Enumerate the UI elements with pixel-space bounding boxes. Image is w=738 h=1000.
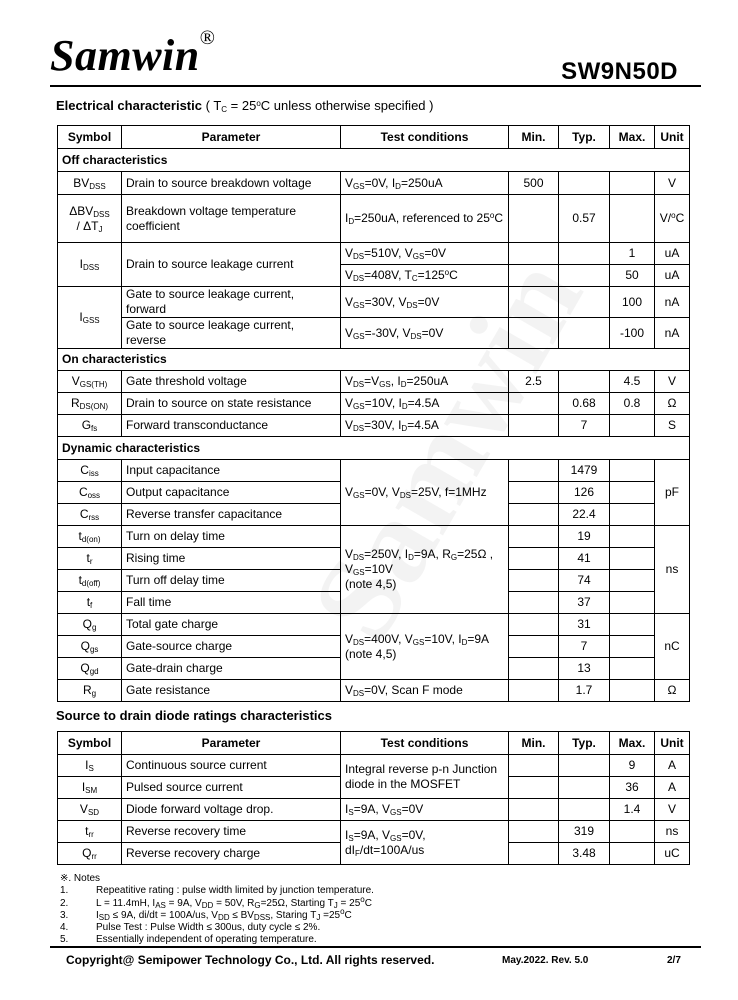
header-min: Min. — [509, 732, 559, 755]
max-is: 9 — [610, 755, 655, 777]
max-igss-reverse: -100 — [610, 318, 655, 349]
copyright: Copyright@ Semipower Technology Co., Ltd. All rights reserved. — [66, 953, 435, 967]
typ-rg: 1.7 — [559, 680, 610, 702]
param-igss-forward: Gate to source leakage current, forward — [122, 287, 341, 318]
header-max: Max. — [610, 732, 655, 755]
symbol-igss: $I_{GSS}$ — [58, 287, 122, 349]
symbol-coss: $C_{oss}$ — [58, 482, 122, 504]
symbol-qg: $Q_g$ — [58, 614, 122, 636]
test-capacitance: $V_{GS}=0V$, $V_{DS}=25V$, f=1MHz — [341, 460, 509, 526]
unit-capacitance: pF — [655, 460, 690, 526]
param-igss-reverse: Gate to source leakage current, reverse — [122, 318, 341, 349]
unit-charge: nC — [655, 614, 690, 680]
test-switching: $V_{DS}=250V$, $I_D=9A$, $R_G=25\Omega$ , $V_{GS}=10V$ (note 4,5) — [341, 526, 509, 614]
unit-rg: Ω — [655, 680, 690, 702]
header-symbol: Symbol — [58, 126, 122, 149]
param-qg: Total gate charge — [122, 614, 341, 636]
symbol-rg: $R_g$ — [58, 680, 122, 702]
param-vgsth: Gate threshold voltage — [122, 371, 341, 393]
symbol-tdoff: $t_{d(off)}$ — [58, 570, 122, 592]
typ-trr: 319 — [559, 821, 610, 843]
table-row — [58, 526, 690, 548]
page-number: 2/7 — [667, 955, 681, 966]
max-rdson: 0.8 — [610, 393, 655, 415]
note-5: 5. Essentially independent of operating temperature. — [60, 934, 317, 946]
symbol-gfs: $G_{fs}$ — [58, 415, 122, 437]
table-row — [58, 821, 690, 843]
symbol-tdon: $t_{d(on)}$ — [58, 526, 122, 548]
min-vgsth: 2.5 — [509, 371, 559, 393]
symbol-trr: $t_{rr}$ — [58, 821, 122, 843]
min-bvdss: 500 — [509, 172, 559, 195]
table-row — [58, 195, 690, 243]
symbol-qrr: $Q_{rr}$ — [58, 843, 122, 865]
unit-gfs: S — [655, 415, 690, 437]
param-trr: Reverse recovery time — [122, 821, 341, 843]
param-bvdss: Drain to source breakdown voltage — [122, 172, 341, 195]
header-test-conditions: Test conditions — [341, 126, 509, 149]
section-row-on — [58, 349, 690, 371]
typ-crss: 22.4 — [559, 504, 610, 526]
table-row — [58, 287, 690, 318]
test-idss-2: $V_{DS}=408V$, $T_C=125^oC$ — [341, 265, 509, 287]
symbol-tr: $t_r$ — [58, 548, 122, 570]
typ-tf: 37 — [559, 592, 610, 614]
test-junction: Integral reverse p-n Junction diode in the MOSFET — [341, 755, 509, 799]
test-dbvdss: $I_D=250uA$, referenced to 25$^o$C — [341, 195, 509, 243]
typ-dbvdss: 0.57 — [559, 195, 610, 243]
unit-is: A — [655, 755, 690, 777]
table-row — [58, 460, 690, 482]
symbol-is: $I_S$ — [58, 755, 122, 777]
section-row-off — [58, 149, 690, 172]
max-vgsth: 4.5 — [610, 371, 655, 393]
max-idss-1: 1 — [610, 243, 655, 265]
section-row-dynamic — [58, 437, 690, 460]
section-off-label: Off characteristics — [58, 149, 690, 172]
typ-rdson: 0.68 — [559, 393, 610, 415]
unit-idss-1: uA — [655, 243, 690, 265]
table-row — [58, 614, 690, 636]
note-4: 4. Pulse Test : Pulse Width ≤ 300us, duty cycle ≤ 2%. — [60, 922, 321, 934]
param-vsd: Diode forward voltage drop. — [122, 799, 341, 821]
param-ism: Pulsed source current — [122, 777, 341, 799]
unit-igss-forward: nA — [655, 287, 690, 318]
param-gfs: Forward transconductance — [122, 415, 341, 437]
typ-coss: 126 — [559, 482, 610, 504]
test-vgsth: $V_{DS}=V_{GS}$, $I_D=250uA$ — [341, 371, 509, 393]
table-row — [58, 172, 690, 195]
param-qrr: Reverse recovery charge — [122, 843, 341, 865]
symbol-vsd: $V_{SD}$ — [58, 799, 122, 821]
unit-rdson: Ω — [655, 393, 690, 415]
note-3: 3. $I_{SD} \le 9A$, di/dt = 100A/us, $V_{DD} \le BV_{DSS}$, Staring $T_J =25^oC$ — [60, 906, 352, 922]
symbol-vgsth: $V_{GS(TH)}$ — [58, 371, 122, 393]
header-max: Max. — [610, 126, 655, 149]
test-idss-1: $V_{DS}=510V$, $V_{GS}=0V$ — [341, 243, 509, 265]
header-rule — [50, 85, 701, 87]
table-row — [58, 393, 690, 415]
max-vsd: 1.4 — [610, 799, 655, 821]
note-2: 2. L = 11.4mH, $I_{AS} = 9A$, $V_{DD} = 50V$, $R_G=25\Omega$, Starting $T_J = 25^oC$ — [60, 894, 372, 910]
footer-rule — [50, 946, 701, 948]
typ-ciss: 1479 — [559, 460, 610, 482]
electrical-characteristics-table — [57, 125, 690, 702]
test-vsd: $I_S=9A$, $V_{GS}=0V$ — [341, 799, 509, 821]
unit-ism: A — [655, 777, 690, 799]
param-tr: Rising time — [122, 548, 341, 570]
param-tf: Fall time — [122, 592, 341, 614]
param-ciss: Input capacitance — [122, 460, 341, 482]
table-row — [58, 371, 690, 393]
table-row — [58, 243, 690, 265]
revision: May.2022. Rev. 5.0 — [502, 955, 589, 966]
param-crss: Reverse transfer capacitance — [122, 504, 341, 526]
param-coss: Output capacitance — [122, 482, 341, 504]
param-rdson: Drain to source on state resistance — [122, 393, 341, 415]
table-header-row — [58, 126, 690, 149]
param-qgs: Gate-source charge — [122, 636, 341, 658]
diode-ratings-title: Source to drain diode ratings characteristics — [56, 708, 332, 723]
brand-logo: Samwin® — [50, 27, 216, 80]
param-dbvdss: Breakdown voltage temperature coefficient — [122, 195, 341, 243]
unit-bvdss: V — [655, 172, 690, 195]
notes-title: ※. Notes — [60, 873, 101, 884]
unit-igss-reverse: nA — [655, 318, 690, 349]
symbol-bvdss: $BV_{DSS}$ — [58, 172, 122, 195]
test-igss-forward: $V_{GS}=30V$, $V_{DS}=0V$ — [341, 287, 509, 318]
table-header-row — [58, 732, 690, 755]
notes — [60, 873, 374, 947]
symbol-rdson: $R_{DS(ON)}$ — [58, 393, 122, 415]
header-unit: Unit — [655, 732, 690, 755]
typ-gfs: 7 — [559, 415, 610, 437]
symbol-ism: $I_{SM}$ — [58, 777, 122, 799]
test-recovery: $I_S=9A$, $V_{GS}=0V$, $dI_F/dt=100A/us$ — [341, 821, 509, 865]
table-row — [58, 680, 690, 702]
typ-qgd: 13 — [559, 658, 610, 680]
symbol-dbvdss: $\Delta BV_{DSS}$ / $\Delta T_J$ — [58, 195, 122, 243]
symbol-crss: $C_{rss}$ — [58, 504, 122, 526]
typ-qg: 31 — [559, 614, 610, 636]
section-dynamic-label: Dynamic characteristics — [58, 437, 690, 460]
test-charge: $V_{DS}=400V$, $V_{GS}=10V$, $I_D=9A$ (note 4,5) — [341, 614, 509, 680]
test-igss-reverse: $V_{GS}=-30V$, $V_{DS}=0V$ — [341, 318, 509, 349]
typ-qrr: 3.48 — [559, 843, 610, 865]
table-row — [58, 799, 690, 821]
symbol-idss: $I_{DSS}$ — [58, 243, 122, 287]
unit-vgsth: V — [655, 371, 690, 393]
header-parameter: Parameter — [122, 126, 341, 149]
header-min: Min. — [509, 126, 559, 149]
param-qgd: Gate-drain charge — [122, 658, 341, 680]
param-rg: Gate resistance — [122, 680, 341, 702]
test-rg: $V_{DS}=0V$, Scan F mode — [341, 680, 509, 702]
param-tdon: Turn on delay time — [122, 526, 341, 548]
section-on-label: On characteristics — [58, 349, 690, 371]
header-typ: Typ. — [559, 126, 610, 149]
typ-qgs: 7 — [559, 636, 610, 658]
typ-tdoff: 74 — [559, 570, 610, 592]
unit-dbvdss: V/$^o$C — [655, 195, 690, 243]
table-row — [58, 318, 690, 349]
typ-tdon: 19 — [559, 526, 610, 548]
header-symbol: Symbol — [58, 732, 122, 755]
note-1: 1. Repeatitive rating : pulse width limited by junction temperature. — [60, 885, 374, 897]
param-is: Continuous source current — [122, 755, 341, 777]
max-igss-forward: 100 — [610, 287, 655, 318]
test-rdson: $V_{GS}=10V$, $I_D=4.5A$ — [341, 393, 509, 415]
unit-qrr: uC — [655, 843, 690, 865]
test-bvdss: $V_{GS}=0V$, $I_D=250uA$ — [341, 172, 509, 195]
table-row — [58, 755, 690, 777]
unit-switching: ns — [655, 526, 690, 614]
test-gfs: $V_{DS}=30V$, $I_D=4.5A$ — [341, 415, 509, 437]
unit-idss-2: uA — [655, 265, 690, 287]
max-ism: 36 — [610, 777, 655, 799]
unit-trr: ns — [655, 821, 690, 843]
symbol-tf: $t_f$ — [58, 592, 122, 614]
symbol-ciss: $C_{iss}$ — [58, 460, 122, 482]
param-idss: Drain to source leakage current — [122, 243, 341, 287]
unit-vsd: V — [655, 799, 690, 821]
header-parameter: Parameter — [122, 732, 341, 755]
electrical-characteristic-title: Electrical characteristic ( $T_C = 25^oC$ unless otherwise specified ) — [56, 98, 434, 114]
diode-ratings-table — [57, 731, 690, 865]
typ-tr: 41 — [559, 548, 610, 570]
symbol-qgd: $Q_{gd}$ — [58, 658, 122, 680]
header-typ: Typ. — [559, 732, 610, 755]
table-row — [58, 415, 690, 437]
max-idss-2: 50 — [610, 265, 655, 287]
param-tdoff: Turn off delay time — [122, 570, 341, 592]
header-unit: Unit — [655, 126, 690, 149]
header-test-conditions: Test conditions — [341, 732, 509, 755]
part-number: SW9N50D — [561, 58, 678, 85]
symbol-qgs: $Q_{gs}$ — [58, 636, 122, 658]
